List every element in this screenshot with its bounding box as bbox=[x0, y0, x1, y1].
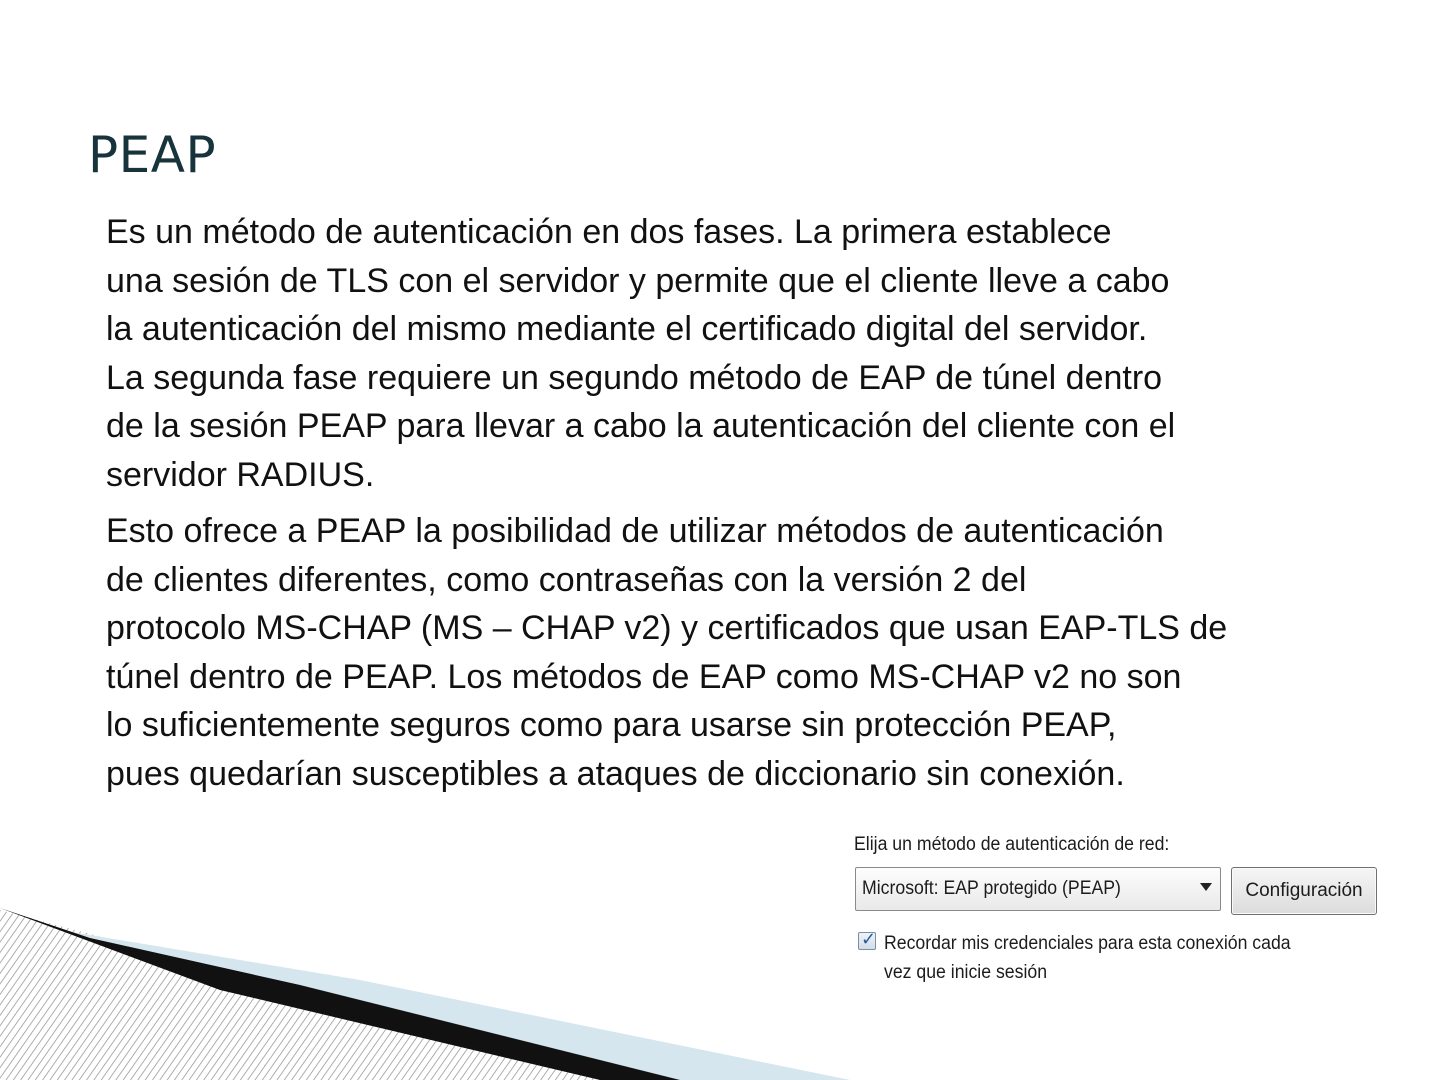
paragraph-2 bbox=[106, 507, 1376, 798]
paragraph-1 bbox=[106, 208, 1376, 499]
paragraph-line: protocolo MS-CHAP (MS – CHAP v2) y certificados que usan EAP-TLS de bbox=[106, 609, 1228, 647]
paragraph-line: servidor RADIUS. bbox=[106, 455, 375, 494]
paragraph-line: una sesión de TLS con el servidor y permite que el cliente lleve a cabo bbox=[106, 261, 1170, 300]
paragraph-line: Esto ofrece a PEAP la posibilidad de utilizar métodos de autenticación bbox=[106, 512, 1164, 550]
paragraph-line: Es un método de autenticación en dos fases. La primera establece bbox=[106, 213, 1112, 251]
checkbox-label-line: vez que inicie sesión bbox=[884, 962, 1048, 983]
body-text bbox=[106, 208, 1376, 798]
auth-method-label: Elija un método de autenticación de red: bbox=[854, 834, 1170, 855]
paragraph-line: pues quedarían susceptibles a ataques de diccionario sin conexión. bbox=[106, 754, 1125, 793]
checkmark-icon: ✓ bbox=[861, 929, 877, 950]
paragraph-line: de la sesión PEAP para llevar a cabo la autenticación del cliente con el bbox=[106, 407, 1176, 445]
paragraph-line: La segunda fase requiere un segundo método de EAP de túnel dentro bbox=[106, 358, 1163, 397]
auth-method-select[interactable] bbox=[855, 867, 1221, 911]
paragraph-line: lo suficientemente seguros como para usarse sin protección PEAP, bbox=[106, 706, 1117, 744]
remember-credentials-label bbox=[884, 929, 1291, 987]
remember-credentials-checkbox[interactable] bbox=[858, 929, 877, 950]
slide-title: PEAP bbox=[88, 126, 217, 184]
configuration-button[interactable]: Configuración bbox=[1231, 867, 1377, 915]
paragraph-line: túnel dentro de PEAP. Los métodos de EAP como MS-CHAP v2 no son bbox=[106, 657, 1182, 696]
auth-method-dialog-screenshot bbox=[846, 826, 1386, 996]
chevron-down-icon[interactable] bbox=[1200, 883, 1212, 891]
paragraph-line: de clientes diferentes, como contraseñas con la versión 2 del bbox=[106, 560, 1027, 599]
auth-method-select-value: Microsoft: EAP protegido (PEAP) bbox=[862, 878, 1121, 899]
paragraph-line: la autenticación del mismo mediante el certificado digital del servidor. bbox=[106, 310, 1148, 348]
checkbox-label-line: Recordar mis credenciales para esta conexión cada bbox=[884, 933, 1291, 954]
